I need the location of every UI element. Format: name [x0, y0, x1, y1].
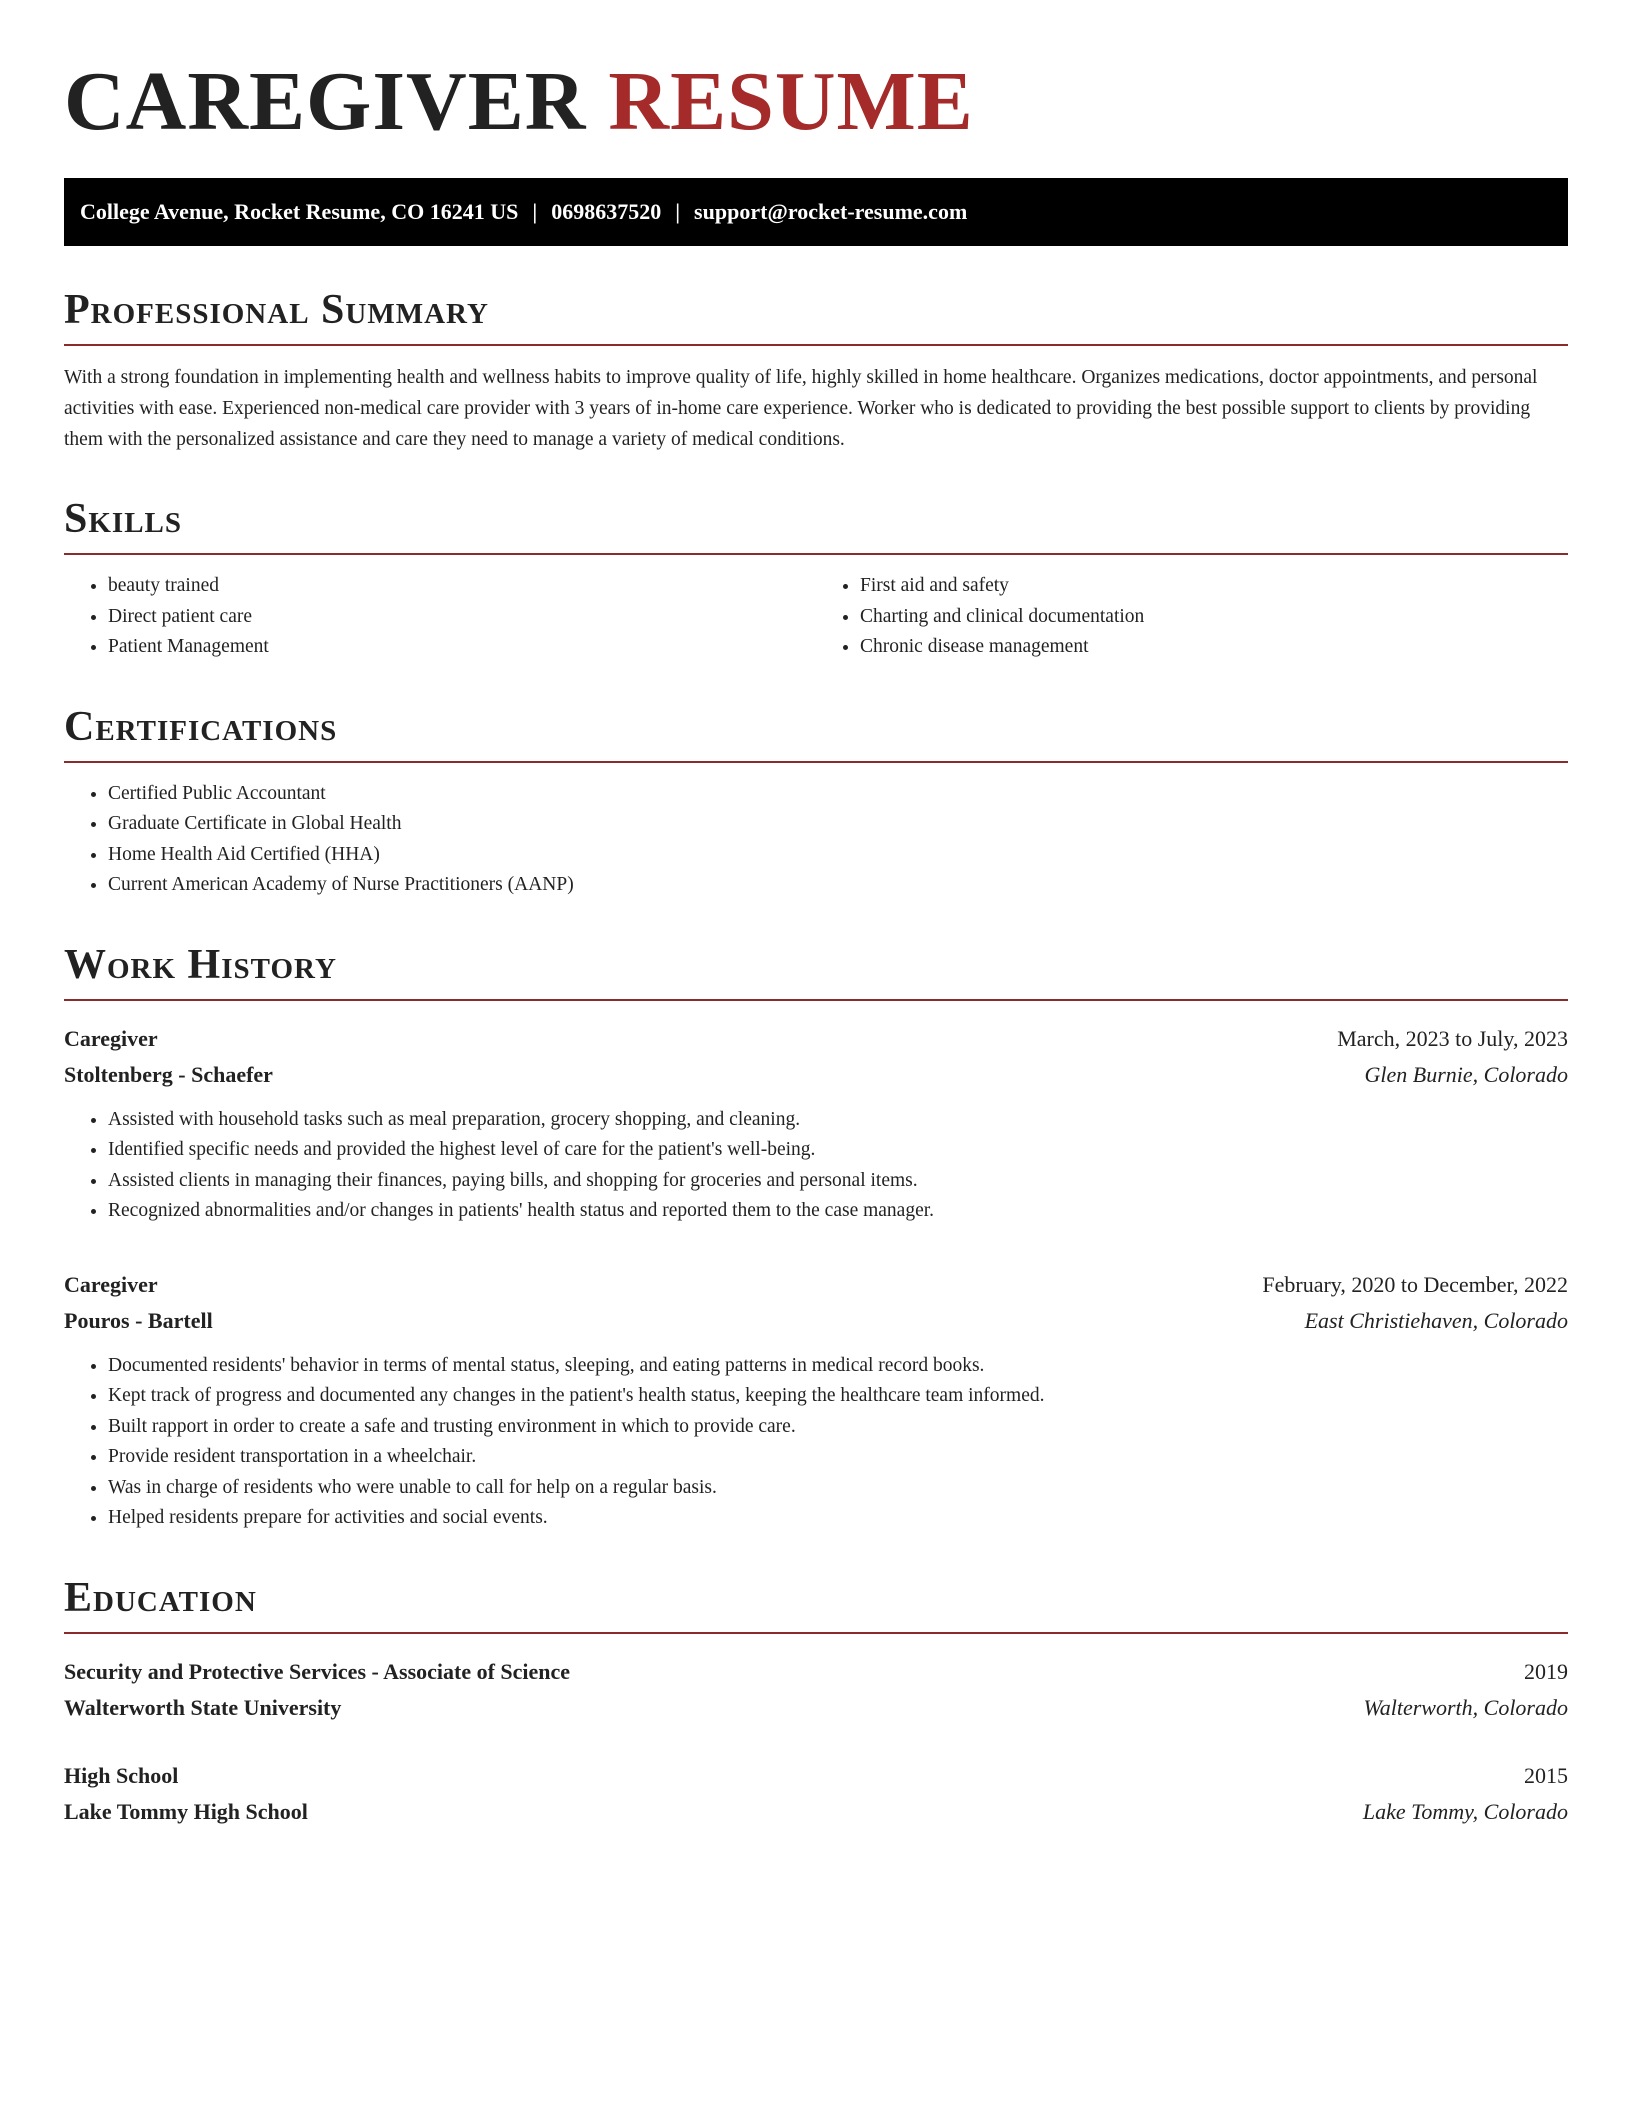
skill-item: • First aid and safety	[860, 571, 1568, 602]
education-section	[64, 1576, 1568, 1830]
job-duty: • Built rapport in order to create a safe and trusting environment in which to provide care.	[108, 1412, 1568, 1443]
job-duty: • Assisted clients in managing their finances, paying bills, and shopping for groceries and personal items.	[108, 1166, 1568, 1197]
education-degree: High School	[64, 1762, 179, 1788]
job-duty: • Kept track of progress and documented any changes in the patient's health status, keeping the healthcare team informed.	[108, 1381, 1568, 1412]
job-duties	[64, 1105, 1568, 1227]
job-duty: • Recognized abnormalities and/or changes in patients' health status and reported them to the case manager.	[108, 1196, 1568, 1227]
education-year: 2019	[1524, 1658, 1568, 1684]
certification-item: • Home Health Aid Certified (HHA)	[108, 840, 1568, 871]
summary-text: With a strong foundation in implementing health and wellness habits to improve quality of life, highly skilled in home healthcare. Organizes medications, doctor appointments, and personal activities with ease. Experienced non-medical care provider with 3 years of in-home care experience. Worker who is dedicated to providing the best possible support to clients by providing them with the personalized assistance and care they need to manage a variety of medical conditions.	[64, 367, 1538, 450]
education-year: 2015	[1524, 1762, 1568, 1788]
job-duty: • Documented residents' behavior in terms of mental status, sleeping, and eating patterns in medical record books.	[108, 1351, 1568, 1382]
certifications-list	[64, 779, 1568, 901]
job-dates: February, 2020 to December, 2022	[1262, 1271, 1568, 1297]
summary-section	[64, 288, 1568, 455]
job-duty: • Assisted with household tasks such as meal preparation, grocery shopping, and cleaning.	[108, 1105, 1568, 1136]
education-school: Walterworth State University	[64, 1694, 342, 1720]
certification-item: • Current American Academy of Nurse Practitioners (AANP)	[108, 870, 1568, 901]
job-title: Caregiver	[64, 1271, 158, 1297]
skill-item: • beauty trained	[108, 571, 816, 602]
job-dates: March, 2023 to July, 2023	[1337, 1025, 1568, 1051]
skills-section	[64, 497, 1568, 663]
certification-item: • Certified Public Accountant	[108, 779, 1568, 810]
skills-list-right	[816, 571, 1568, 663]
summary-heading: Professional Summary	[64, 288, 1568, 346]
skill-item: • Patient Management	[108, 632, 816, 663]
education-heading: Education	[64, 1576, 1568, 1634]
resume-title	[64, 56, 1568, 148]
skill-item: • Chronic disease management	[860, 632, 1568, 663]
job-company: Pouros - Bartell	[64, 1307, 213, 1333]
skill-item: • Direct patient care	[108, 602, 816, 633]
education-location: Lake Tommy, Colorado	[1362, 1798, 1568, 1824]
skills-heading: Skills	[64, 497, 1568, 555]
education-school: Lake Tommy High School	[64, 1798, 308, 1824]
job-company: Stoltenberg - Schaefer	[64, 1061, 273, 1087]
contact-email: support@rocket-resume.com	[694, 199, 968, 224]
education-entry	[64, 1758, 1568, 1830]
job-location: Glen Burnie, Colorado	[1364, 1061, 1568, 1087]
skills-list-left	[64, 571, 816, 663]
contact-separator: |	[532, 199, 538, 224]
job-duty: • Helped residents prepare for activities and social events.	[108, 1503, 1568, 1534]
title-part-1: CAREGIVER	[64, 55, 587, 148]
job-entry	[64, 1267, 1568, 1534]
work-history-section	[64, 943, 1568, 1534]
title-part-2: RESUME	[608, 55, 974, 148]
job-duty: • Was in charge of residents who were unable to call for help on a regular basis.	[108, 1473, 1568, 1504]
certifications-section	[64, 705, 1568, 901]
contact-bar	[64, 178, 1568, 246]
education-entry	[64, 1654, 1568, 1726]
job-duty: • Identified specific needs and provided the highest level of care for the patient's well-being.	[108, 1135, 1568, 1166]
job-location: East Christiehaven, Colorado	[1304, 1307, 1568, 1333]
contact-phone: 0698637520	[551, 199, 662, 224]
contact-separator: |	[675, 199, 681, 224]
work-history-heading: Work History	[64, 943, 1568, 1001]
education-location: Walterworth, Colorado	[1363, 1694, 1568, 1720]
job-entry	[64, 1021, 1568, 1227]
job-duty: • Provide resident transportation in a wheelchair.	[108, 1442, 1568, 1473]
certification-item: • Graduate Certificate in Global Health	[108, 809, 1568, 840]
education-degree: Security and Protective Services - Associate of Science	[64, 1658, 571, 1684]
certifications-heading: Certifications	[64, 705, 1568, 763]
job-title: Caregiver	[64, 1025, 158, 1051]
skills-grid	[64, 555, 1568, 663]
contact-address: College Avenue, Rocket Resume, CO 16241 US	[80, 199, 519, 224]
skill-item: • Charting and clinical documentation	[860, 602, 1568, 633]
job-duties	[64, 1351, 1568, 1534]
